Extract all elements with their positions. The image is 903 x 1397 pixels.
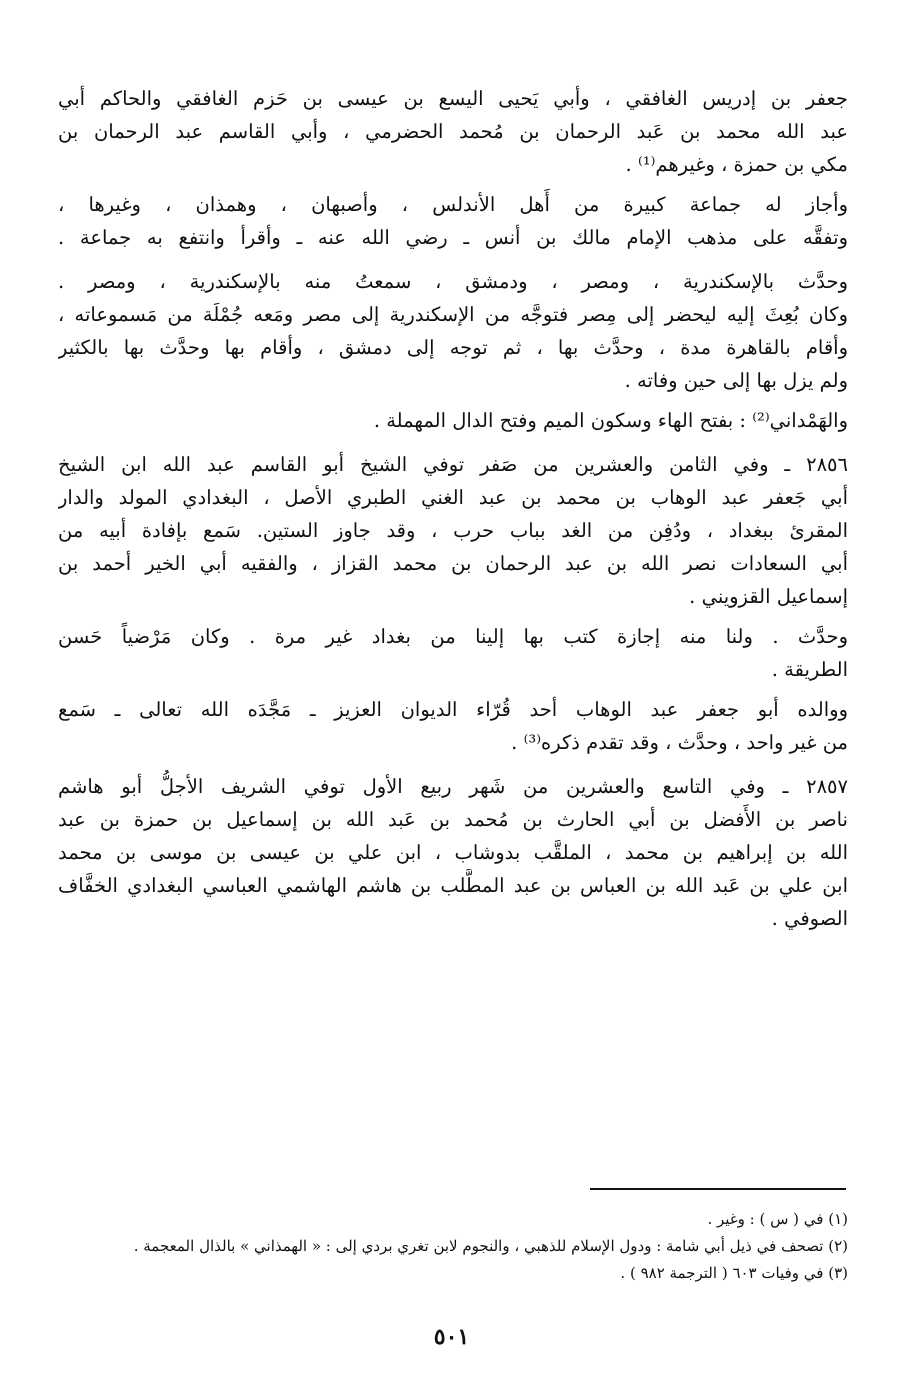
text-line: من غير واحد ، وحدَّث ، وقد تقدم ذكره⁽³⁾ . [511, 731, 848, 754]
text-line: وحدَّث بالإسكندرية ، ومصر ، ودمشق ، سمعتُ منه بالإسكندرية ، ومصر . [58, 270, 848, 293]
page-number: ٥٠١ [433, 1324, 470, 1350]
footnotes [58, 1206, 848, 1287]
text-line: الطريقة . [771, 658, 848, 681]
text-line: وحدَّث . ولنا منه إجازة كتب بها إلينا من بغداد غير مرة . وكان مَرْضياً حَسن [58, 625, 848, 648]
text-line: ٢٨٥٧ ـ وفي التاسع والعشرين من شَهر ربيع الأول توفي الشريف الأجلُّ أبو هاشم [58, 775, 848, 798]
paragraph [58, 265, 848, 397]
text-line: الله بن إبراهيم بن محمد ، الملقَّب بدوشاب ، ابن علي بن عيسى بن موسى بن محمد [58, 841, 848, 864]
text-line: ناصر بن الأَفضل بن أبي الحارث بن مُحمد بن عَبد الله بن إسماعيل بن حمزة بن عبد [58, 808, 848, 831]
text-line: المقرئ ببغداد ، ودُفِن من الغد بباب حرب ، وقد جاوز الستين. سَمع بإفادة أبيه من [58, 519, 848, 542]
entry-2857 [58, 770, 848, 935]
text-line: وكان بُعِثَ إليه ليحضر إلى مِصر فتوجَّه من الإسكندرية إلى مصر ومَعه جُمْلَة من مَسموعاته ، [58, 303, 848, 326]
main-text [58, 82, 848, 935]
paragraph [58, 404, 848, 437]
text-line: وتفقَّه على مذهب الإمام مالك بن أنس ـ رضي الله عنه ـ وأقرأ وانتفع به جماعة . [58, 226, 848, 249]
footnote: (١) في ( س ) : وغير . [707, 1210, 848, 1228]
paragraph [58, 693, 848, 759]
text-line: والهَمْداني⁽²⁾ : بفتح الهاء وسكون الميم وفتح الدال المهملة . [373, 409, 848, 432]
text-line: عبد الله محمد بن عَبد الرحمان بن مُحمد الحضرمي ، وأبي القاسم عبد الرحمان بن [58, 120, 848, 143]
paragraph [58, 188, 848, 254]
paragraph [58, 82, 848, 181]
text-line: ووالده أبو جعفر عبد الوهاب أحد قُرّاء الديوان العزيز ـ مَجَّدَه الله تعالى ـ سَمع [58, 698, 848, 721]
entry-2856 [58, 448, 848, 613]
text-line: ٢٨٥٦ ـ وفي الثامن والعشرين من صَفر توفي الشيخ أبو القاسم عبد الله ابن الشيخ [58, 453, 848, 476]
footnote: (٢) تصحف في ذيل أبي شامة : ودول الإسلام للذهبي ، والنجوم لابن تغري بردي إلى : « الهمذاني » بالذال المعجمة . [133, 1237, 848, 1255]
paragraph [58, 620, 848, 686]
text-line: وأجاز له جماعة كبيرة من أَهل الأندلس ، وأصبهان ، وهمذان ، وغيرها ، [58, 193, 848, 216]
text-line: إسماعيل القزويني . [689, 585, 848, 608]
text-line: جعفر بن إدريس الغافقي ، وأبي يَحيى اليسع بن عيسى بن حَزم الغافقي والحاكم أبي [58, 87, 848, 110]
text-line: أبي السعادات نصر الله بن عبد الرحمان بن محمد القزاز ، والفقيه أبي الخير أحمد بن [58, 552, 848, 575]
footnote: (٣) في وفيات ٦٠٣ ( الترجمة ٩٨٢ ) . [620, 1264, 848, 1282]
text-line: وأقام بالقاهرة مدة ، وحدَّث بها ، ثم توجه إلى دمشق ، وأقام بها وحدَّث بها بالكثير [58, 336, 848, 359]
footnote-separator [590, 1188, 846, 1190]
text-line: ابن علي بن عَبد الله بن العباس بن عبد المطَّلب بن هاشم الهاشمي العباسي البغدادي الخفَّاف [58, 874, 848, 897]
text-line: ولم يزل بها إلى حين وفاته . [624, 369, 848, 392]
text-line: الصوفي . [771, 907, 848, 930]
text-line: أبي جَعفر عبد الوهاب بن محمد بن عبد الغني الطبري الأصل ، البغدادي المولد والدار [58, 486, 848, 509]
text-line: مكي بن حمزة ، وغيرهم⁽¹⁾ . [625, 153, 848, 176]
